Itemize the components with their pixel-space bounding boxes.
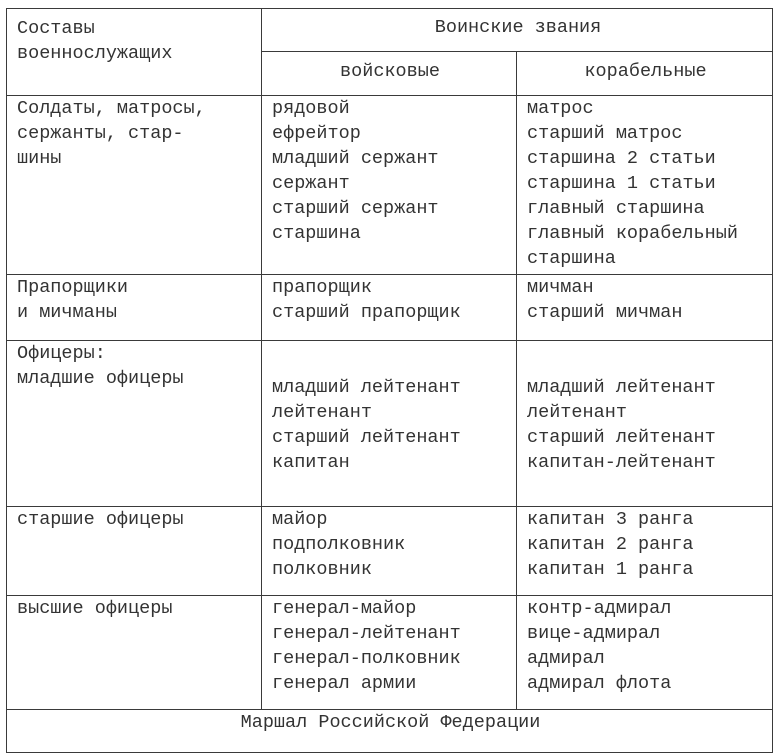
army-ranks-cell: прапорщик старший прапорщик <box>262 275 517 341</box>
army-ranks-cell: генерал-майор генерал-лейтенант генерал-полковник генерал армии <box>262 596 517 710</box>
navy-ranks-cell: младший лейтенант лейтенант старший лейтенант капитан-лейтенант <box>517 341 773 507</box>
table-row <box>7 596 773 710</box>
army-ranks-cell: рядовой ефрейтор младший сержант сержант старший сержант старшина <box>262 96 517 275</box>
header-category-cell: Составы военнослужащих <box>7 9 262 96</box>
navy-ranks-cell: контр-адмирал вице-адмирал адмирал адмирал флота <box>517 596 773 710</box>
marshal-cell: Маршал Российской Федерации <box>7 710 773 753</box>
category-cell: Офицеры: младшие офицеры <box>7 341 262 507</box>
category-cell: Солдаты, матросы, сержанты, стар- шины <box>7 96 262 275</box>
ranks-table-wrapper <box>6 8 773 753</box>
category-cell: высшие офицеры <box>7 596 262 710</box>
army-ranks-cell: младший лейтенант лейтенант старший лейтенант капитан <box>262 341 517 507</box>
header-ranks-cell: Воинские звания <box>262 9 773 52</box>
army-ranks-cell: майор подполковник полковник <box>262 507 517 596</box>
header-row <box>7 9 773 52</box>
navy-ranks-cell: мичман старший мичман <box>517 275 773 341</box>
category-cell: старшие офицеры <box>7 507 262 596</box>
navy-ranks-cell: капитан 3 ранга капитан 2 ранга капитан 1 ранга <box>517 507 773 596</box>
table-row <box>7 96 773 275</box>
category-cell: Прапорщики и мичманы <box>7 275 262 341</box>
footer-row <box>7 710 773 753</box>
header-army-cell: войсковые <box>262 52 517 96</box>
table-row <box>7 341 773 507</box>
military-ranks-table <box>6 8 773 753</box>
table-row <box>7 275 773 341</box>
header-navy-cell: корабельные <box>517 52 773 96</box>
table-row <box>7 507 773 596</box>
navy-ranks-cell: матрос старший матрос старшина 2 статьи старшина 1 статьи главный старшина главный корабельный старшина <box>517 96 773 275</box>
